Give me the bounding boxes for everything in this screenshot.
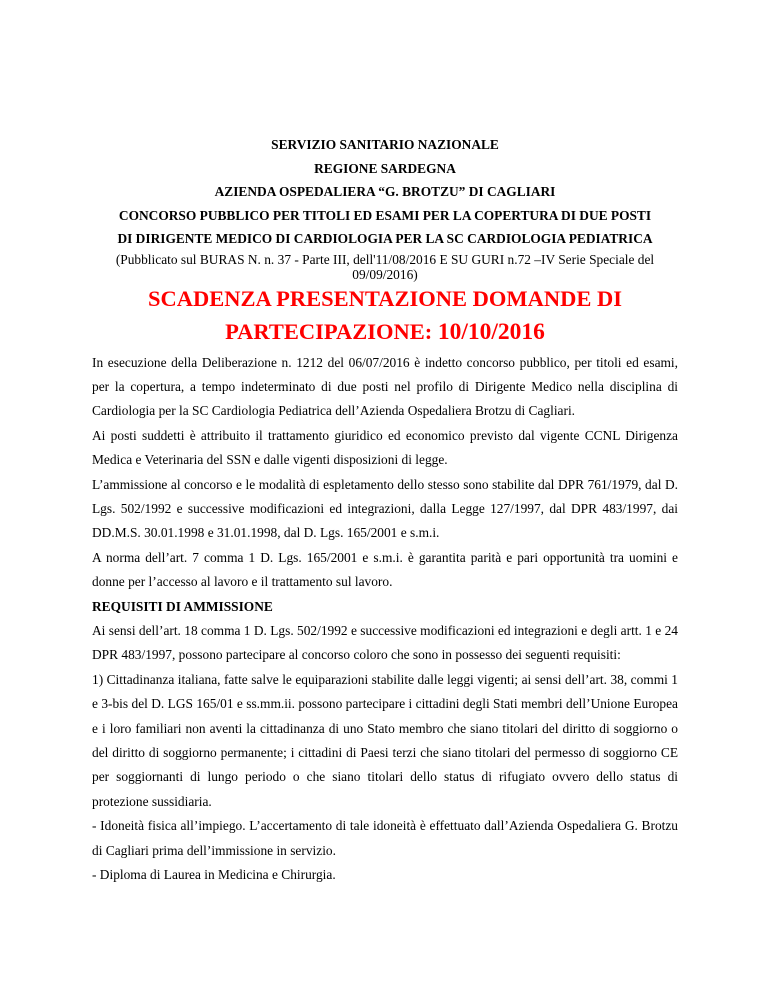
header-line-servizio: SERVIZIO SANITARIO NAZIONALE — [271, 137, 499, 152]
deadline-heading-line1: SCADENZA PRESENTAZIONE DOMANDE DI — [147, 285, 623, 311]
requirement-laurea: - Diploma di Laurea in Medicina e Chirurgia. — [92, 867, 336, 883]
publication-note: (Pubblicato sul BURAS N. n. 37 - Parte III, dell'11/08/2016 E SU GURI n.72 –IV Serie Speciale del 09/09/2016) — [115, 251, 655, 282]
deadline-label: PARTECIPAZIONE: — [225, 318, 438, 344]
paragraph-deliberazione: In esecuzione della Deliberazione n. 1212 del 06/07/2016 è indetto concorso pubblico, per titoli ed esami, per la copertura, a tempo indeterminato di due posti nel profilo di Dirigente Medico nella disciplina di Cardiologia per la SC Cardiologia Pediatrica dell’Azienda Ospedaliera Brotzu di Cagliari. — [92, 354, 678, 419]
header-line-regione: REGIONE SARDEGNA — [314, 160, 456, 176]
deadline-date: 10/10/2016 — [437, 318, 545, 345]
paragraph-trattamento: Ai posti suddetti è attribuito il trattamento giuridico ed economico previsto dal vigente CCNL Dirigenza Medica e Veterinaria del SSN e dalle vigenti disposizioni di legge. — [92, 427, 678, 468]
header-line-dirigente: DI DIRIGENTE MEDICO DI CARDIOLOGIA PER LA SC CARDIOLOGIA PEDIATRICA — [117, 231, 653, 246]
header-line-concorso: CONCORSO PUBBLICO PER TITOLI ED ESAMI PER LA COPERTURA DI DUE POSTI — [118, 207, 652, 223]
document-body — [92, 351, 678, 888]
paragraph-requisiti-intro: Ai sensi dell’art. 18 comma 1 D. Lgs. 502/1992 e successive modificazioni ed integrazioni e degli artt. 1 e 24 DPR 483/1997, possono partecipare al concorso coloro che sono in possesso dei seguenti requisiti: — [92, 622, 678, 663]
section-heading-requisiti: REQUISITI DI AMMISSIONE — [92, 598, 273, 614]
requirement-idoneita: - Idoneità fisica all’impiego. L’accertamento di tale idoneità è effettuato dall’Azienda Ospedaliera G. Brotzu di Cagliari prima dell’immissione in servizio. — [92, 818, 678, 858]
document-page — [92, 133, 678, 887]
requirement-cittadinanza: 1) Cittadinanza italiana, fatte salve le equiparazioni stabilite dalle leggi vigenti; ai sensi dell’art. 38, commi 1 e 3-bis del D. LGS 165/01 e ss.mm.ii. possono partecipare i cittadini degli Stati membri dell’Unione Europea e i loro familiari non aventi la cittadinanza di uno Stato membro che siano titolari del diritto di soggiorno o del diritto di soggiorno permanente; i cittadini di Paesi terzi che siano titolari del permesso di soggiorno CE per soggiornanti di lungo periodo o che siano titolari dello status di rifugiato ovvero dello status di protezione sussidiaria. — [92, 671, 678, 809]
paragraph-ammissione: L’ammissione al concorso e le modalità di espletamento dello stesso sono stabilite dal DPR 761/1979, dal D. Lgs. 502/1992 e successive modificazioni ed integrazioni, dalla Legge 127/1997, dal DPR 483/1997, dai DD.M.S. 30.01.1998 e 31.01.1998, dal D. Lgs. 165/2001 e s.m.i. — [92, 476, 678, 541]
paragraph-parita: A norma dell’art. 7 comma 1 D. Lgs. 165/2001 e s.m.i. è garantita parità e pari opportunità tra uomini e donne per l’accesso al lavoro e il trattamento sul lavoro. — [92, 549, 678, 590]
header-line-azienda: AZIENDA OSPEDALIERA “G. BROTZU” DI CAGLIARI — [214, 184, 556, 199]
deadline-heading-line2 — [92, 315, 678, 349]
